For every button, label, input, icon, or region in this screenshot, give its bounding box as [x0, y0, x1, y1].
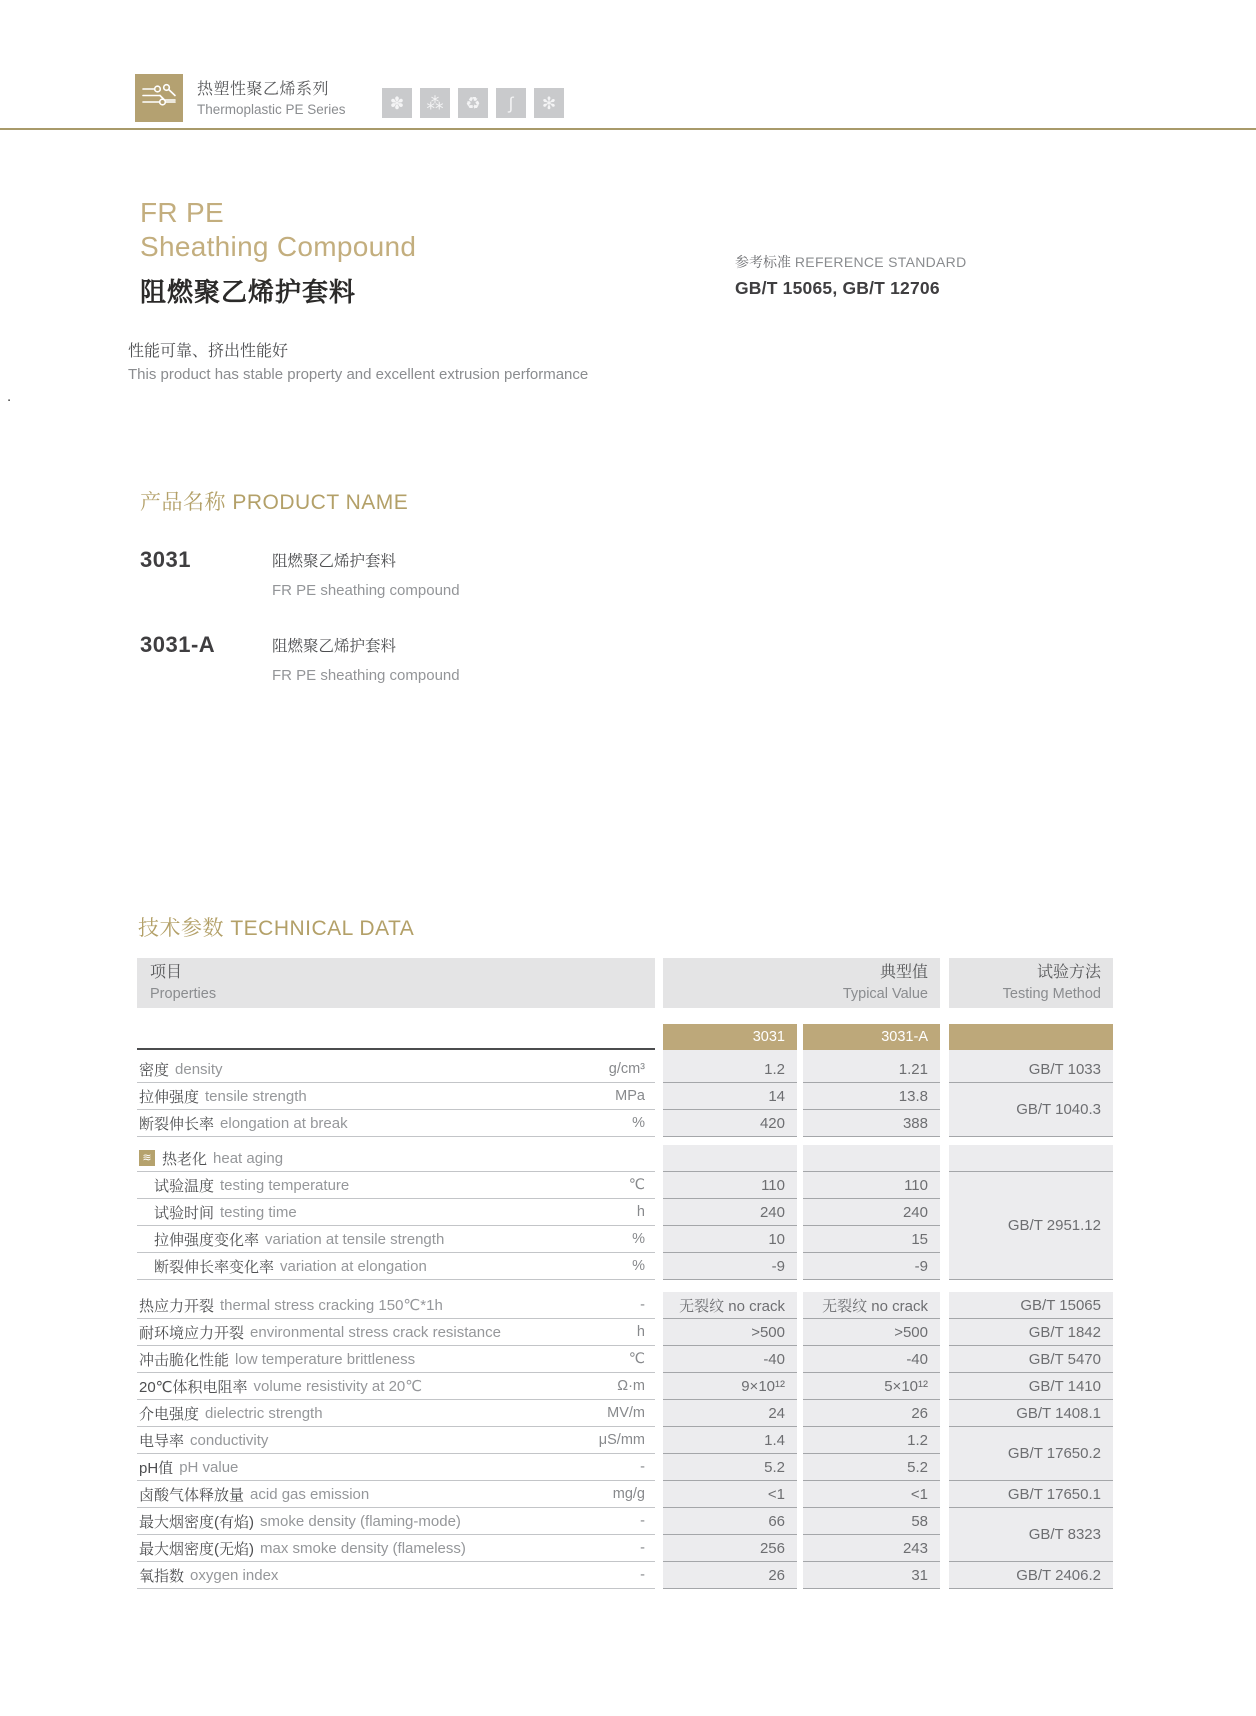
- table-row: [137, 1562, 655, 1589]
- product-desc-3031: [272, 549, 460, 599]
- property-label-zh: 卤酸气体释放量: [139, 1486, 245, 1504]
- property-unit: -: [640, 1459, 645, 1475]
- value-cell-3031: 66: [663, 1508, 797, 1535]
- table-row: [137, 1508, 655, 1535]
- value-cell-3031: 1.2: [663, 1056, 797, 1083]
- table-row: [137, 1226, 655, 1253]
- section-row: [137, 1145, 655, 1172]
- header-method-en: Testing Method: [1002, 986, 1101, 1002]
- technical-data-table: [137, 958, 1113, 1598]
- value-cell-3031-a: 13.8: [803, 1083, 940, 1110]
- table-col-properties: [137, 1024, 655, 1589]
- method-cell: GB/T 1410: [949, 1373, 1113, 1400]
- property-label-zh: 电导率: [139, 1432, 185, 1450]
- property-unit: μS/mm: [598, 1432, 645, 1448]
- value-cell-3031: -40: [663, 1346, 797, 1373]
- heat-aging-icon: ≋: [139, 1150, 155, 1166]
- product-code-3031: 3031: [140, 547, 191, 572]
- product-code-3031-a: 3031-A: [140, 632, 216, 657]
- series-logo: [135, 74, 183, 122]
- value-cell-3031-a: -9: [803, 1253, 940, 1280]
- value-cell-3031-a: 15: [803, 1226, 940, 1253]
- method-cell: GB/T 17650.1: [949, 1481, 1113, 1508]
- series-title: [197, 82, 346, 117]
- value-cell-3031: 9×10¹²: [663, 1373, 797, 1400]
- property-label-zh: pH值: [139, 1459, 174, 1477]
- description-zh: 性能可靠、挤出性能好: [128, 343, 289, 360]
- property-label-en: low temperature brittleness: [235, 1350, 416, 1368]
- value-cell-3031: 420: [663, 1110, 797, 1137]
- method-cell: GB/T 2406.2: [949, 1562, 1113, 1589]
- table-row: [137, 1481, 655, 1508]
- value-cell-3031: <1: [663, 1481, 797, 1508]
- shield-recycle-icon: ♻: [458, 88, 488, 118]
- page-title-zh: 阻燃聚乙烯护套料: [140, 277, 357, 307]
- property-unit: %: [632, 1231, 645, 1247]
- property-label-zh: 密度: [139, 1061, 170, 1079]
- property-label-zh: 氧指数: [139, 1567, 185, 1585]
- method-cell: GB/T 1040.3: [949, 1083, 1113, 1137]
- property-label-en: density: [175, 1060, 223, 1078]
- property-unit: ℃: [628, 1177, 645, 1193]
- gap-spacer: [137, 1137, 655, 1145]
- gap-spacer: [803, 1137, 940, 1145]
- value-cell-3031-a: 1.2: [803, 1427, 940, 1454]
- property-label-en: tensile strength: [205, 1087, 307, 1105]
- cable-icon: ∫: [496, 88, 526, 118]
- method-cell: GB/T 1408.1: [949, 1400, 1113, 1427]
- reference-label-en: REFERENCE STANDARD: [794, 254, 967, 270]
- header-typical-en: Typical Value: [842, 986, 928, 1002]
- property-unit: g/cm³: [608, 1061, 645, 1077]
- property-unit: -: [640, 1567, 645, 1583]
- product-desc-en: FR PE sheathing compound: [272, 582, 460, 599]
- product-desc-en: FR PE sheathing compound: [272, 667, 460, 684]
- table-col-3031-a: [803, 1024, 940, 1589]
- property-unit: %: [632, 1115, 645, 1131]
- property-label-zh: 冲击脆化性能: [139, 1351, 230, 1369]
- value-cell-3031-a: 240: [803, 1199, 940, 1226]
- reference-label-zh: 参考标准: [735, 254, 791, 270]
- property-label-zh: 试验时间: [154, 1204, 215, 1222]
- property-unit: -: [640, 1297, 645, 1313]
- property-label-zh: 热老化: [162, 1150, 208, 1168]
- method-cell: GB/T 8323: [949, 1508, 1113, 1562]
- table-header-testing-method: [949, 958, 1113, 1008]
- table-row: [137, 1292, 655, 1319]
- gap-spacer: [137, 1280, 655, 1292]
- product-name-heading-en: PRODUCT NAME: [232, 491, 409, 514]
- property-label-zh: 耐环境应力开裂: [139, 1324, 245, 1342]
- value-cell-3031-a: 31: [803, 1562, 940, 1589]
- property-label-en: variation at tensile strength: [265, 1230, 445, 1248]
- value-cell-3031-a: 5.2: [803, 1454, 940, 1481]
- stray-mark: .: [7, 388, 12, 405]
- property-label-en: heat aging: [213, 1149, 284, 1167]
- property-unit: mg/g: [612, 1486, 645, 1502]
- property-label-zh: 断裂伸长率: [139, 1115, 215, 1133]
- value-cell-3031-a: 58: [803, 1508, 940, 1535]
- series-title-zh: 热塑性聚乙烯系列: [197, 81, 330, 98]
- header-properties-zh: 项目: [150, 964, 183, 981]
- table-col-3031: [663, 1024, 797, 1589]
- value-cell-3031-a: 110: [803, 1172, 940, 1199]
- property-label-zh: 试验温度: [154, 1177, 215, 1195]
- table-row: [137, 1056, 655, 1083]
- property-label-zh: 介电强度: [139, 1405, 200, 1423]
- property-label-en: oxygen index: [190, 1566, 279, 1584]
- reference-standards-value: GB/T 15065, GB/T 12706: [735, 278, 940, 298]
- property-unit: -: [640, 1540, 645, 1556]
- category-icon-row: [382, 88, 564, 118]
- value-cell-3031: 无裂纹 no crack: [663, 1292, 797, 1319]
- header-method-zh: 试验方法: [1036, 964, 1101, 981]
- property-unit: %: [632, 1258, 645, 1274]
- property-label-en: acid gas emission: [250, 1485, 370, 1503]
- method-cell: [949, 1145, 1113, 1172]
- table-row: [137, 1172, 655, 1199]
- value-cell-3031-a: 388: [803, 1110, 940, 1137]
- product-name-heading: [140, 486, 408, 516]
- value-cell-3031: -9: [663, 1253, 797, 1280]
- table-row: [137, 1454, 655, 1481]
- method-cell: GB/T 17650.2: [949, 1427, 1113, 1481]
- property-label-zh: 拉伸强度变化率: [154, 1231, 260, 1249]
- page-title-en: [140, 196, 416, 264]
- property-unit: Ω·m: [617, 1378, 645, 1394]
- value-cell-3031-a: 无裂纹 no crack: [803, 1292, 940, 1319]
- header-rule: [0, 128, 1256, 130]
- product-desc-zh: 阻燃聚乙烯护套料: [272, 553, 397, 570]
- series-title-en: Thermoplastic PE Series: [197, 102, 346, 117]
- table-row: [137, 1427, 655, 1454]
- table-row: [137, 1199, 655, 1226]
- header-typical-zh: 典型值: [879, 964, 928, 981]
- table-header-properties: [137, 958, 655, 1008]
- grade-band-3031: 3031: [663, 1024, 797, 1050]
- value-cell-3031: 240: [663, 1199, 797, 1226]
- property-unit: ℃: [628, 1351, 645, 1367]
- table-row: [137, 1253, 655, 1280]
- molecule-icon: ⁂: [420, 88, 450, 118]
- property-unit: h: [636, 1324, 645, 1340]
- table-col-testing-method: [949, 1024, 1113, 1589]
- grade-band-3031-a: 3031-A: [803, 1024, 940, 1050]
- table-row: [137, 1373, 655, 1400]
- property-label-en: thermal stress cracking 150℃*1h: [220, 1297, 443, 1314]
- table-row: [137, 1400, 655, 1427]
- method-cell: GB/T 15065: [949, 1292, 1113, 1319]
- property-label-zh: 热应力开裂: [139, 1297, 215, 1315]
- description-en: This product has stable property and excellent extrusion performance: [128, 366, 589, 383]
- product-name-heading-zh: 产品名称: [140, 491, 226, 514]
- gap-spacer: [949, 1280, 1113, 1292]
- property-unit: MPa: [615, 1088, 645, 1104]
- property-label-en: volume resistivity at 20℃: [253, 1378, 423, 1395]
- technical-data-heading-en: TECHNICAL DATA: [230, 917, 415, 940]
- product-desc-3031-a: [272, 634, 460, 684]
- method-cell: GB/T 1842: [949, 1319, 1113, 1346]
- circuit-logo-icon: [135, 74, 183, 122]
- value-cell-3031-a: -40: [803, 1346, 940, 1373]
- technical-data-heading: [138, 912, 414, 942]
- property-label-en: max smoke density (flameless): [260, 1539, 466, 1557]
- value-cell-3031: 24: [663, 1400, 797, 1427]
- value-cell-3031-a: 243: [803, 1535, 940, 1562]
- gap-spacer: [663, 1280, 797, 1292]
- property-label-zh: 最大烟密度(有焰): [139, 1513, 254, 1531]
- method-cell: GB/T 1033: [949, 1056, 1113, 1083]
- property-unit: MV/m: [607, 1405, 645, 1421]
- table-row: [137, 1346, 655, 1373]
- value-cell-3031-a: 1.21: [803, 1056, 940, 1083]
- value-cell-3031-a: >500: [803, 1319, 940, 1346]
- table-row: [137, 1535, 655, 1562]
- value-cell-3031: >500: [663, 1319, 797, 1346]
- product-desc-zh: 阻燃聚乙烯护套料: [272, 638, 397, 655]
- gap-spacer: [949, 1137, 1113, 1145]
- property-label-en: testing temperature: [220, 1176, 350, 1194]
- property-label-zh: 拉伸强度: [139, 1088, 200, 1106]
- table-row: [137, 1319, 655, 1346]
- technical-data-heading-zh: 技术参数: [138, 917, 224, 940]
- property-label-zh: 最大烟密度(无焰): [139, 1540, 254, 1558]
- value-cell-3031-a: <1: [803, 1481, 940, 1508]
- value-cell-3031: [663, 1145, 797, 1172]
- gap-spacer: [803, 1280, 940, 1292]
- value-cell-3031: 14: [663, 1083, 797, 1110]
- value-cell-3031: 110: [663, 1172, 797, 1199]
- table-row: [137, 1110, 655, 1137]
- gear-icon: ✻: [534, 88, 564, 118]
- method-cell: GB/T 2951.12: [949, 1172, 1113, 1280]
- property-label-en: environmental stress crack resistance: [250, 1323, 501, 1341]
- property-unit: -: [640, 1513, 645, 1529]
- reference-standard: [735, 255, 967, 299]
- property-label-en: variation at elongation: [280, 1257, 427, 1275]
- grade-band-method: [949, 1024, 1113, 1050]
- property-label-en: conductivity: [190, 1431, 269, 1449]
- header-properties-en: Properties: [150, 986, 217, 1002]
- table-row: [137, 1083, 655, 1110]
- property-label-en: elongation at break: [220, 1114, 348, 1132]
- burner-icon: ✽: [382, 88, 412, 118]
- page-title-line2: Sheathing Compound: [140, 231, 417, 262]
- value-cell-3031: 10: [663, 1226, 797, 1253]
- gap-spacer: [663, 1137, 797, 1145]
- value-cell-3031: 26: [663, 1562, 797, 1589]
- property-label-en: pH value: [179, 1458, 239, 1476]
- page-title-line1: FR PE: [140, 197, 224, 228]
- table-header-typical-value: [663, 958, 940, 1008]
- property-label-zh: 断裂伸长率变化率: [154, 1258, 275, 1276]
- value-cell-3031-a: 26: [803, 1400, 940, 1427]
- value-cell-3031-a: [803, 1145, 940, 1172]
- property-label-zh: 20℃体积电阻率: [139, 1378, 248, 1396]
- property-label-en: dielectric strength: [205, 1404, 323, 1422]
- property-unit: h: [636, 1204, 645, 1220]
- value-cell-3031: 5.2: [663, 1454, 797, 1481]
- value-cell-3031: 256: [663, 1535, 797, 1562]
- value-cell-3031-a: 5×10¹²: [803, 1373, 940, 1400]
- value-cell-3031: 1.4: [663, 1427, 797, 1454]
- method-cell: GB/T 5470: [949, 1346, 1113, 1373]
- property-label-en: testing time: [220, 1203, 297, 1221]
- property-label-en: smoke density (flaming-mode): [260, 1512, 461, 1530]
- properties-band-underline: [137, 1024, 655, 1050]
